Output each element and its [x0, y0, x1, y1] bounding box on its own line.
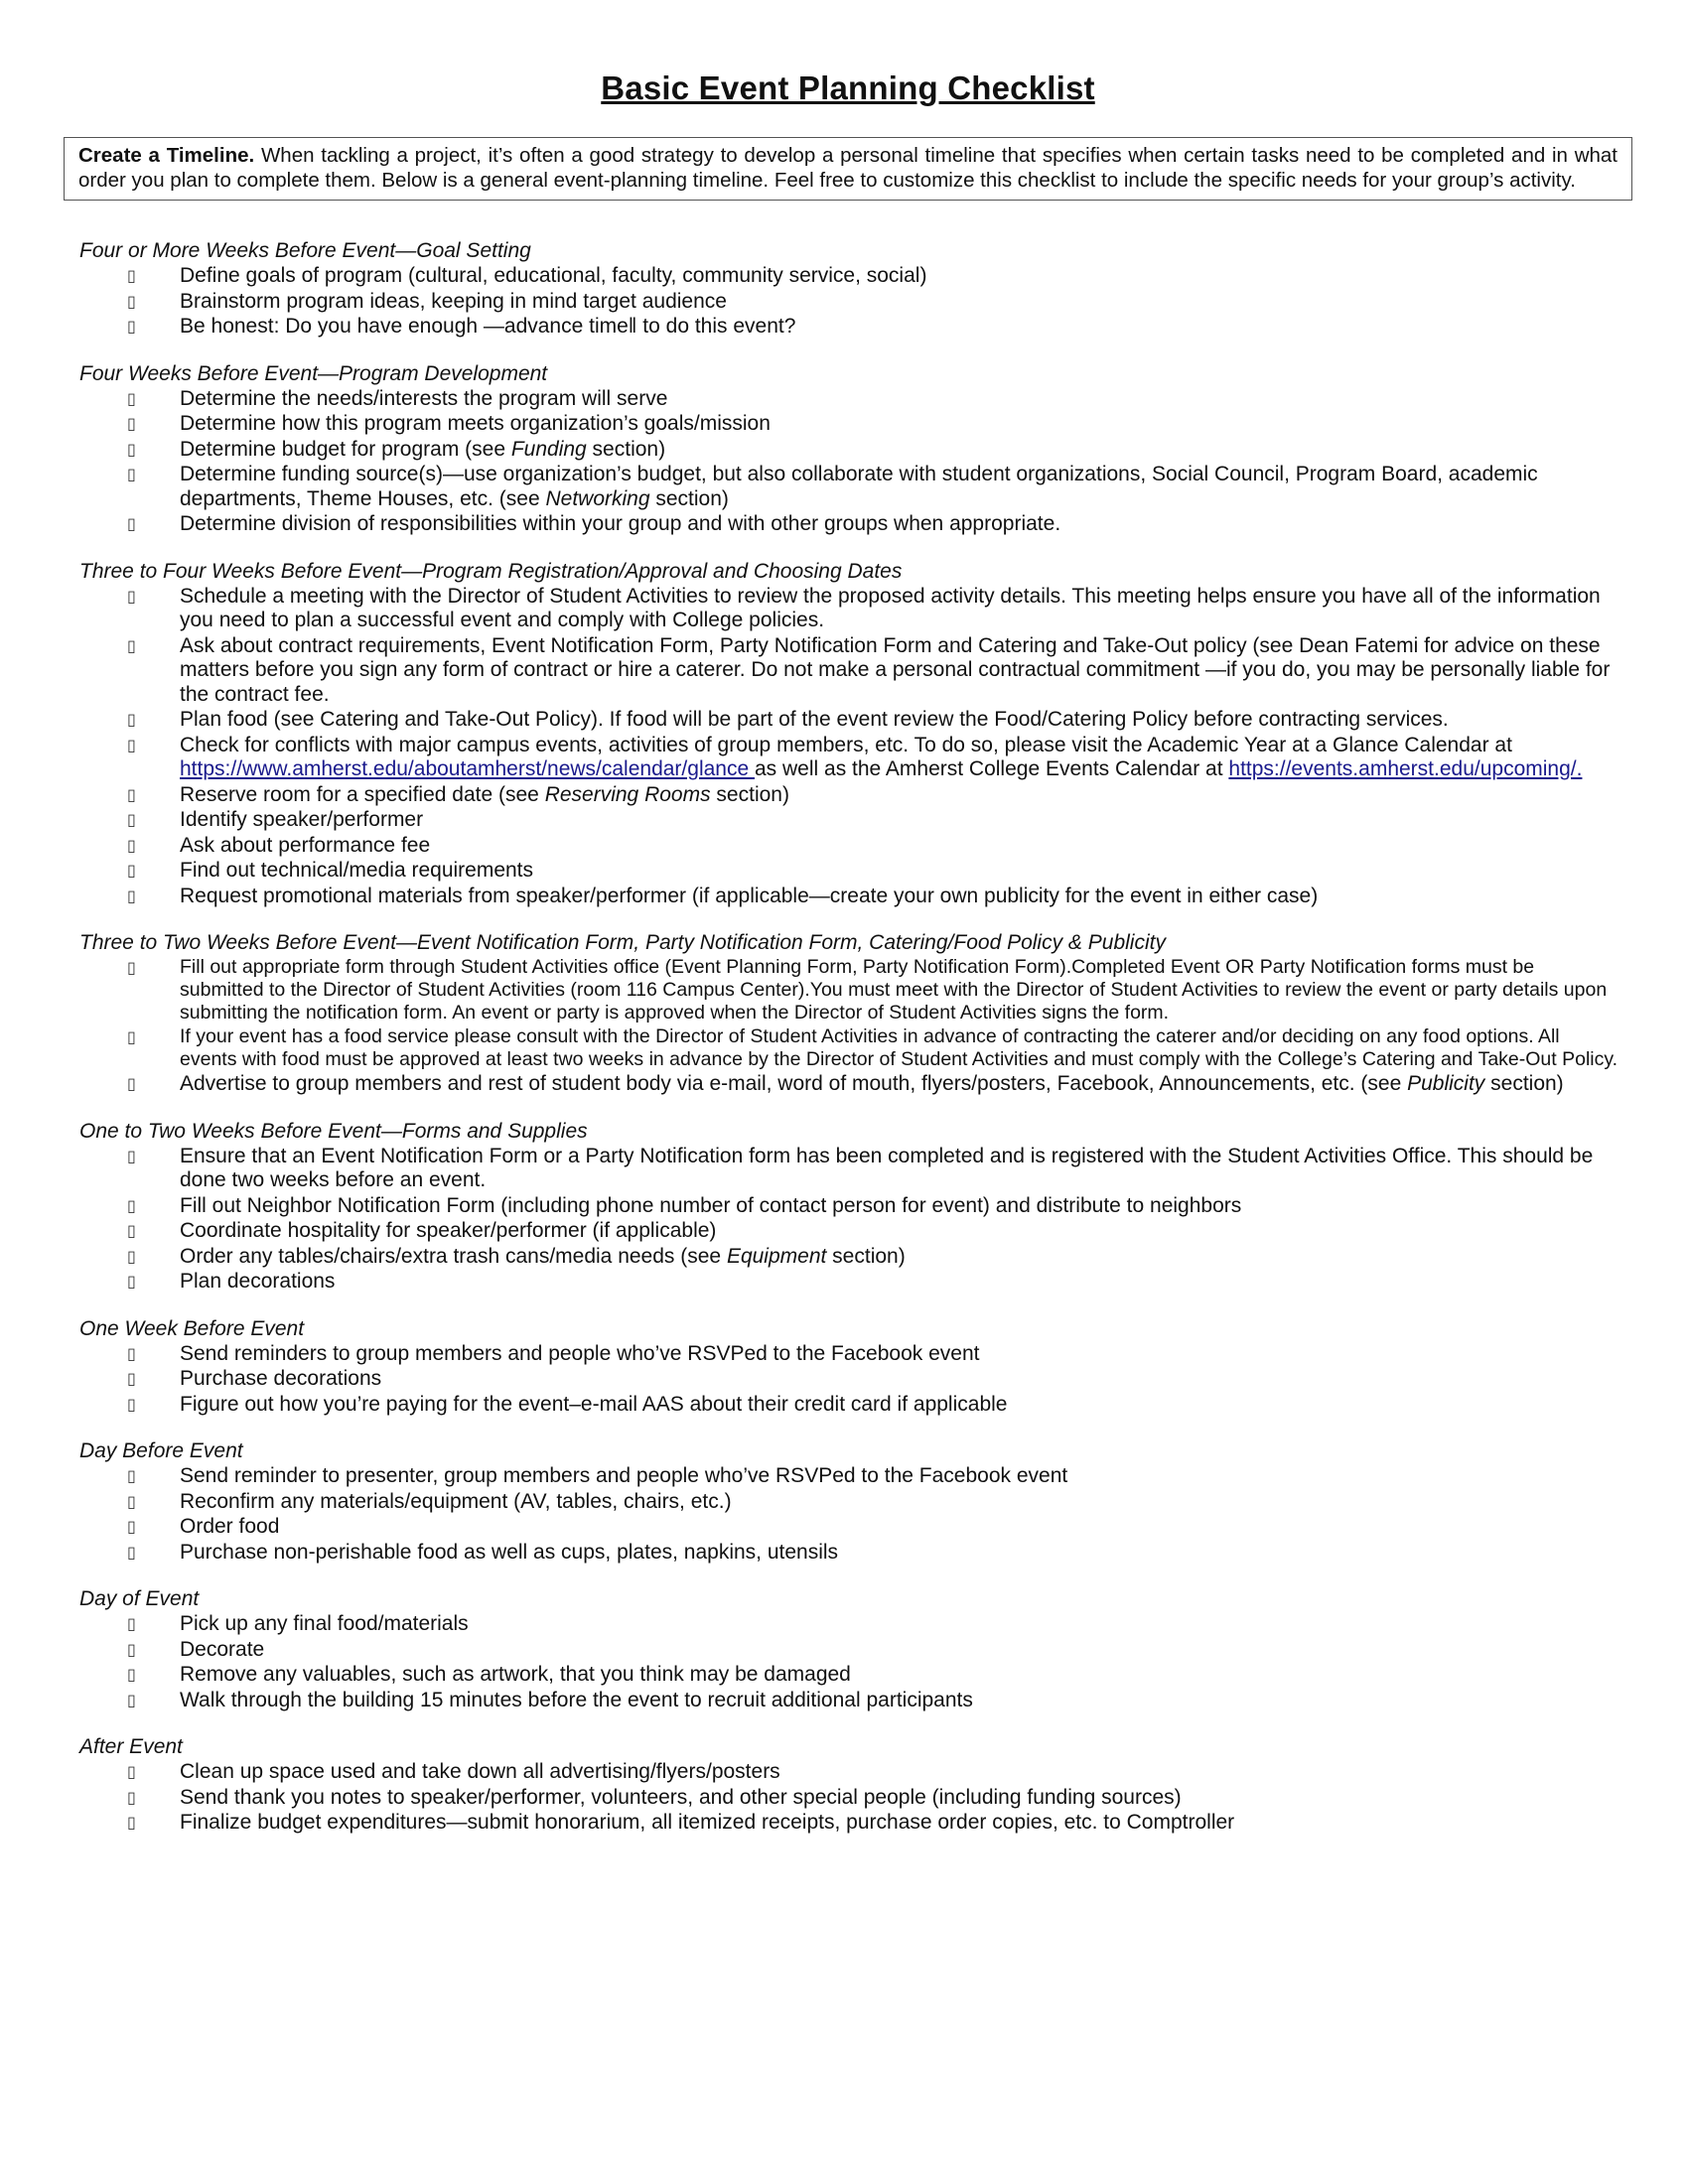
checklist-item [64, 1342, 1632, 1367]
checklist-item [64, 438, 1632, 463]
section-notification-publicity [64, 930, 1632, 1097]
section-heading: Day Before Event [79, 1439, 243, 1462]
item-text: Reserve room for a specified date (see [180, 782, 545, 806]
checklist-item [64, 1515, 1632, 1540]
item-text: section) [586, 437, 666, 461]
checklist-item [64, 585, 1632, 633]
item-text: Order any tables/chairs/extra trash cans/media needs (see [180, 1244, 727, 1268]
section-forms-supplies [64, 1119, 1632, 1295]
glance-calendar-link[interactable]: https://www.amherst.edu/aboutamherst/news/calendar/glance [180, 757, 755, 780]
intro-text: When tackling a project, it’s often a good strategy to develop a personal timeline that specifies when certain tasks need to be completed and in what order you plan to complete them. Below is a general event-planning timeline. Feel free to customize this checklist to include the specific needs for your group’s activity. [78, 144, 1618, 192]
checkbox-icon: ▯ [127, 1394, 136, 1414]
checkbox-icon: ▯ [127, 735, 136, 754]
checkbox-icon: ▯ [127, 958, 136, 977]
checkbox-icon: ▯ [127, 317, 136, 336]
checklist-item [64, 1245, 1632, 1270]
section-heading: Three to Four Weeks Before Event—Program Registration/Approval and Choosing Dates [79, 559, 903, 583]
checklist-item [64, 834, 1632, 859]
item-text: Send thank you notes to speaker/performer, volunteers, and other special people (including funding sources) [180, 1785, 1182, 1809]
checklist-item [64, 463, 1632, 511]
item-text: Finalize budget expenditures—submit honorarium, all itemized receipts, purchase order copies, etc. to Comptroller [180, 1811, 1235, 1834]
item-text: Order food [180, 1515, 280, 1538]
checklist-item [64, 808, 1632, 833]
item-text: Fill out Neighbor Notification Form (including phone number of contact person for event) and distribute to neighbors [180, 1193, 1242, 1217]
checklist-item [64, 708, 1632, 733]
checklist-item [64, 1663, 1632, 1688]
checkbox-icon: ▯ [127, 784, 136, 804]
item-text: Figure out how you’re paying for the event–e-mail AAS about their credit card if applicable [180, 1392, 1008, 1416]
checkbox-icon: ▯ [127, 1517, 136, 1536]
item-reference: Reserving Rooms [544, 782, 711, 806]
section-one-week-before [64, 1316, 1632, 1418]
checklist-item [64, 1072, 1632, 1097]
checkbox-icon: ▯ [127, 1343, 136, 1363]
checkbox-icon: ▯ [127, 414, 136, 433]
item-text: Coordinate hospitality for speaker/performer (if applicable) [180, 1219, 717, 1242]
checklist-item [64, 1490, 1632, 1515]
checklist-item [64, 1689, 1632, 1713]
item-reference: Funding [510, 437, 587, 461]
item-reference: Equipment [726, 1244, 827, 1268]
intro-lead: Create a Timeline. [78, 144, 255, 167]
item-text: Walk through the building 15 minutes before the event to recruit additional participants [180, 1688, 973, 1711]
section-heading: One Week Before Event [79, 1316, 305, 1340]
item-text: as well as the Amherst College Events Calendar at [754, 757, 1229, 780]
checklist-item [64, 1612, 1632, 1637]
item-text: Purchase non-perishable food as well as cups, plates, napkins, utensils [180, 1540, 839, 1564]
item-text: Ensure that an Event Notification Form or a Party Notification form has been completed and is registered with the Student Activities Office. This should be done two weeks before an event. [180, 1144, 1594, 1191]
section-day-of [64, 1586, 1632, 1712]
checklist [64, 1342, 1632, 1418]
checkbox-icon: ▯ [127, 861, 136, 880]
item-text: Determine division of responsibilities within your group and with other groups when appropriate. [180, 512, 1061, 535]
checklist-item [64, 885, 1632, 909]
item-text: Reconfirm any materials/equipment (AV, tables, chairs, etc.) [180, 1489, 732, 1513]
checklist [64, 585, 1632, 909]
section-registration-approval [64, 559, 1632, 909]
checkbox-icon: ▯ [127, 1690, 136, 1709]
section-after-event [64, 1734, 1632, 1836]
item-text: Brainstorm program ideas, keeping in mind target audience [180, 289, 727, 313]
checkbox-icon: ▯ [127, 1762, 136, 1781]
section-goal-setting [64, 238, 1632, 340]
item-text: Determine funding source(s)—use organization’s budget, but also collaborate with student organizations, Social Council, Program Board, academic departments, Theme Houses, etc. (see [180, 463, 1538, 510]
checklist-item [64, 387, 1632, 412]
item-text: Ask about contract requirements, Event Notification Form, Party Notification Form and Catering and Take-Out policy (see Dean Fatemi for advice on these matters before you sign any form of contract or hire a caterer. Do not make a personal contractual commitment ―if you do, you may be personally liable for the contract fee. [180, 633, 1611, 706]
checklist-item [64, 783, 1632, 808]
item-reference: Publicity [1407, 1072, 1485, 1095]
item-text: Decorate [180, 1637, 265, 1661]
item-text: Determine the needs/interests the program will serve [180, 386, 668, 410]
checkbox-icon: ▯ [127, 1074, 136, 1093]
item-text: Send reminder to presenter, group members and people who’ve RSVPed to the Facebook event [180, 1464, 1068, 1487]
checklist-item [64, 956, 1632, 1024]
intro-box [64, 137, 1632, 201]
events-calendar-link[interactable]: https://events.amherst.edu/upcoming/. [1228, 757, 1583, 780]
item-text: Send reminders to group members and people who’ve RSVPed to the Facebook event [180, 1341, 980, 1365]
checklist-item [64, 264, 1632, 289]
section-heading: Day of Event [79, 1587, 200, 1610]
checkbox-icon: ▯ [127, 1639, 136, 1659]
checklist-item [64, 412, 1632, 437]
checklist-item [64, 1367, 1632, 1392]
checklist-item [64, 1219, 1632, 1244]
checklist [64, 387, 1632, 537]
checkbox-icon: ▯ [127, 810, 136, 829]
checkbox-icon: ▯ [127, 586, 136, 606]
item-text: Be honest: Do you have enough ―advance time‖ to do this event? [180, 315, 796, 338]
checklist [64, 1464, 1632, 1565]
checkbox-icon: ▯ [127, 465, 136, 483]
checkbox-icon: ▯ [127, 1542, 136, 1562]
checkbox-icon: ▯ [127, 886, 136, 905]
checkbox-icon: ▯ [127, 835, 136, 855]
checklist [64, 264, 1632, 340]
section-heading: Three to Two Weeks Before Event—Event Notification Form, Party Notification Form, Catering/Food Policy & Publicity [79, 931, 1166, 954]
item-text: Define goals of program (cultural, educational, faculty, community service, social) [180, 264, 927, 287]
checkbox-icon: ▯ [127, 635, 136, 655]
checklist-item [64, 512, 1632, 537]
checkbox-icon: ▯ [127, 1027, 136, 1046]
checklist-item [64, 1760, 1632, 1785]
item-text: Identify speaker/performer [180, 808, 424, 831]
checklist-item [64, 1811, 1632, 1836]
section-heading: Four Weeks Before Event—Program Development [79, 361, 548, 385]
checkbox-icon: ▯ [127, 1221, 136, 1240]
item-text: Find out technical/media requirements [180, 859, 534, 882]
item-text: Ask about performance fee [180, 833, 431, 857]
checkbox-icon: ▯ [127, 1272, 136, 1291]
checklist [64, 1760, 1632, 1836]
item-text: Purchase decorations [180, 1367, 382, 1390]
item-text: Schedule a meeting with the Director of Student Activities to review the proposed activity details. This meeting helps ensure you have all of the information you need to plan a successful event and comply with College policies. [180, 584, 1601, 631]
checkbox-icon: ▯ [127, 1614, 136, 1633]
checklist [64, 1612, 1632, 1712]
checkbox-icon: ▯ [127, 1813, 136, 1832]
checklist-item [64, 1270, 1632, 1295]
checkbox-icon: ▯ [127, 1246, 136, 1266]
checklist-item [64, 734, 1632, 782]
document-page [64, 69, 1632, 1857]
checklist-item [64, 859, 1632, 884]
checkbox-icon: ▯ [127, 710, 136, 729]
item-text: Remove any valuables, such as artwork, that you think may be damaged [180, 1663, 851, 1686]
checklist-item [64, 1464, 1632, 1489]
checklist-item [64, 1393, 1632, 1418]
checkbox-icon: ▯ [127, 388, 136, 408]
item-reference: Networking [545, 486, 650, 510]
checkbox-icon: ▯ [127, 1787, 136, 1807]
section-heading: After Event [79, 1735, 183, 1758]
item-text: section) [826, 1244, 906, 1268]
item-text: section) [1484, 1072, 1564, 1095]
checklist-item [64, 1786, 1632, 1811]
item-text: Request promotional materials from speaker/performer (if applicable—create your own publicity for the event in either case) [180, 884, 1319, 907]
checklist-item [64, 1194, 1632, 1219]
checklist-item [64, 1638, 1632, 1663]
checkbox-icon: ▯ [127, 1369, 136, 1388]
checkbox-icon: ▯ [127, 266, 136, 285]
checklist-item [64, 315, 1632, 340]
section-program-development [64, 361, 1632, 537]
checklist-item [64, 290, 1632, 315]
item-text: Plan decorations [180, 1270, 336, 1293]
checklist-item [64, 1541, 1632, 1566]
item-text: Pick up any final food/materials [180, 1612, 469, 1635]
item-text: Clean up space used and take down all advertising/flyers/posters [180, 1760, 780, 1783]
checkbox-icon: ▯ [127, 1195, 136, 1215]
checklist-item [64, 634, 1632, 708]
item-text: Determine budget for program (see [180, 437, 511, 461]
item-text: section) [649, 486, 729, 510]
item-text: Check for conflicts with major campus events, activities of group members, etc. To do so, please visit the Academic Year at a Glance Calendar at [180, 733, 1512, 756]
checkbox-icon: ▯ [127, 514, 136, 533]
section-day-before [64, 1438, 1632, 1565]
checklist [64, 1145, 1632, 1295]
item-text: Plan food (see Catering and Take-Out Policy). If food will be part of the event review the Food/Catering Policy before contracting services. [180, 708, 1449, 731]
checklist-item [64, 1145, 1632, 1193]
checkbox-icon: ▯ [127, 439, 136, 459]
checkbox-icon: ▯ [127, 1665, 136, 1684]
checkbox-icon: ▯ [127, 291, 136, 311]
checkbox-icon: ▯ [127, 1466, 136, 1485]
item-text: If your event has a food service please consult with the Director of Student Activities in advance of contracting the caterer and/or deciding on any food options. All events with food must be approved at least two weeks in advance by the Director of Student Activities and must comply with the College’s Catering and Take-Out Policy. [180, 1025, 1618, 1070]
checkbox-icon: ▯ [127, 1491, 136, 1511]
item-text: Determine how this program meets organization’s goals/mission [180, 412, 771, 435]
page-title: Basic Event Planning Checklist [601, 69, 1095, 106]
section-heading: One to Two Weeks Before Event—Forms and Supplies [79, 1119, 588, 1143]
item-text: Advertise to group members and rest of student body via e-mail, word of mouth, flyers/posters, Facebook, Announcements, etc. (see [180, 1072, 1408, 1095]
checklist-item [64, 1025, 1632, 1071]
checkbox-icon: ▯ [127, 1146, 136, 1165]
section-heading: Four or More Weeks Before Event—Goal Setting [79, 239, 531, 262]
checklist [64, 956, 1632, 1097]
item-text: section) [710, 782, 789, 806]
item-text: Fill out appropriate form through Student Activities office (Event Planning Form, Party Notification Form).Completed Event OR Party Notification forms must be submitted to the Director of Student Activities (room 116 Campus Center).You must meet with the Director of Student Activities to review the event or party details upon submitting the notification form. An event or party is approved when the Director of Student Activities signs the form. [180, 956, 1608, 1024]
